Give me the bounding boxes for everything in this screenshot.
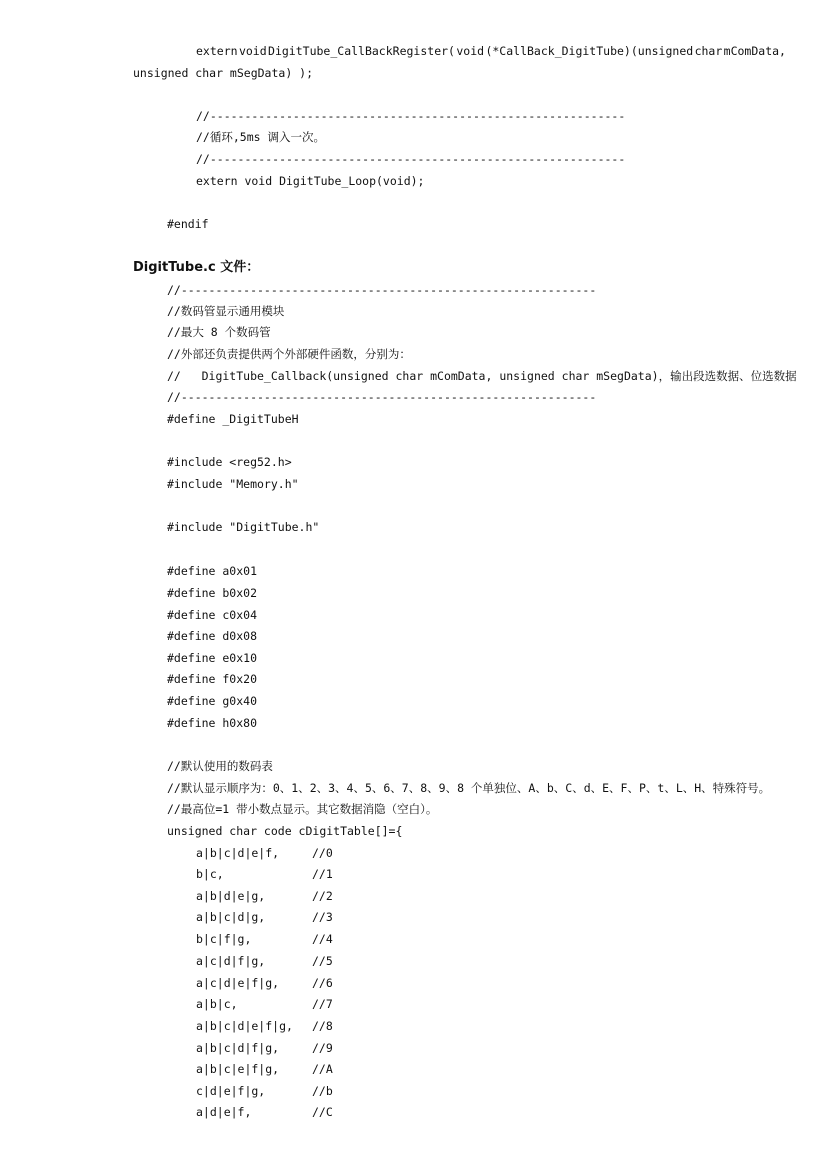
- table-row-comment: //b: [312, 1084, 333, 1098]
- comment-line: //外部还负责提供两个外部硬件函数，分别为：: [167, 347, 411, 361]
- table-row: [196, 1019, 333, 1033]
- code-word: (*CallBack_DigitTube)(unsigned: [485, 44, 694, 58]
- define-line: #define _DigitTubeH: [167, 412, 299, 426]
- table-row: [196, 1041, 333, 1055]
- table-row-code: a|b|d|e|g,: [196, 889, 266, 903]
- table-row-code: a|c|d|e|f|g,: [196, 976, 280, 990]
- table-row-code: c|d|e|f|g,: [196, 1084, 266, 1098]
- table-row: [196, 846, 333, 860]
- loop-comment: //循环,5ms 调入一次。: [196, 130, 325, 144]
- table-row-comment: //5: [312, 954, 333, 968]
- table-row-comment: //1: [312, 867, 333, 881]
- table-row-code: a|b|c|d|g,: [196, 910, 266, 924]
- comment-line: //数码管显示通用模块: [167, 304, 285, 318]
- comment-separator: //------------------------------------------------------------: [196, 152, 626, 166]
- comment-line: //最高位=1 带小数点显示。其它数据消隐（空白）。: [167, 802, 438, 816]
- table-row: [196, 976, 333, 990]
- code-word: void: [238, 44, 267, 58]
- table-row-code: a|b|c,: [196, 997, 238, 1011]
- table-row: [196, 889, 333, 903]
- table-row: [196, 997, 333, 1011]
- table-row-comment: //0: [312, 846, 333, 860]
- define-line: #define c0x04: [167, 608, 258, 622]
- define-line: #define h0x80: [167, 716, 258, 730]
- loop-declaration: extern void DigitTube_Loop(void);: [196, 174, 425, 188]
- comment-line: //默认显示顺序为：0、1、2、3、4、5、6、7、8、9、8 个单独位、A、b、C、d、E、F、P、t、L、H、特殊符号。: [167, 781, 771, 795]
- table-row-comment: //9: [312, 1041, 333, 1055]
- include-line: #include "Memory.h": [167, 477, 299, 491]
- include-line: #include "DigitTube.h": [167, 520, 320, 534]
- table-row-code: b|c,: [196, 867, 224, 881]
- table-row-comment: //8: [312, 1019, 333, 1033]
- endif-directive: #endif: [167, 217, 209, 231]
- table-row-code: a|b|c|d|f|g,: [196, 1041, 280, 1055]
- define-line: #define f0x20: [167, 672, 258, 686]
- table-row-comment: //7: [312, 997, 333, 1011]
- table-declaration: unsigned char code cDigitTable[]={: [167, 824, 403, 838]
- table-row-comment: //C: [312, 1105, 333, 1119]
- table-row-comment: //3: [312, 910, 333, 924]
- table-row-comment: //6: [312, 976, 333, 990]
- comment-line: //最大 8 个数码管: [167, 325, 271, 339]
- define-line: #define b0x02: [167, 586, 258, 600]
- comment-line: //默认使用的数码表: [167, 759, 273, 773]
- table-row: [196, 1105, 333, 1119]
- table-row-comment: //2: [312, 889, 333, 903]
- table-row-code: b|c|f|g,: [196, 932, 252, 946]
- comment-separator: //------------------------------------------------------------: [167, 283, 597, 297]
- table-row-code: a|b|c|e|f|g,: [196, 1062, 280, 1076]
- table-row-comment: //4: [312, 932, 333, 946]
- comment-separator: //------------------------------------------------------------: [196, 109, 626, 123]
- table-row: [196, 867, 333, 881]
- define-line: #define g0x40: [167, 694, 258, 708]
- table-row: [196, 1062, 333, 1076]
- table-row-code: a|b|c|d|e|f,: [196, 846, 280, 860]
- code-word: void: [456, 44, 485, 58]
- table-row-code: a|d|e|f,: [196, 1105, 252, 1119]
- table-row: [196, 932, 333, 946]
- comment-line: // DigitTube_Callback(unsigned char mComData, unsigned char mSegData)，输出段选数据、位选数据: [167, 369, 797, 383]
- code-word: extern: [196, 44, 238, 58]
- register-declaration-continuation: unsigned char mSegData) );: [133, 66, 314, 80]
- code-word: char: [694, 44, 723, 58]
- table-row: [196, 1084, 333, 1098]
- register-declaration: [196, 44, 786, 58]
- define-line: #define e0x10: [167, 651, 258, 665]
- code-word: DigitTube_CallBackRegister(: [268, 44, 455, 58]
- include-line: #include <reg52.h>: [167, 455, 292, 469]
- table-row-code: a|c|d|f|g,: [196, 954, 266, 968]
- section-heading: DigitTube.c 文件：: [133, 260, 260, 275]
- table-row-comment: //A: [312, 1062, 333, 1076]
- define-line: #define d0x08: [167, 629, 258, 643]
- table-row: [196, 910, 333, 924]
- define-line: #define a0x01: [167, 564, 258, 578]
- code-word: mComData,: [723, 44, 786, 58]
- table-row: [196, 954, 333, 968]
- comment-separator: //------------------------------------------------------------: [167, 390, 597, 404]
- table-row-code: a|b|c|d|e|f|g,: [196, 1019, 293, 1033]
